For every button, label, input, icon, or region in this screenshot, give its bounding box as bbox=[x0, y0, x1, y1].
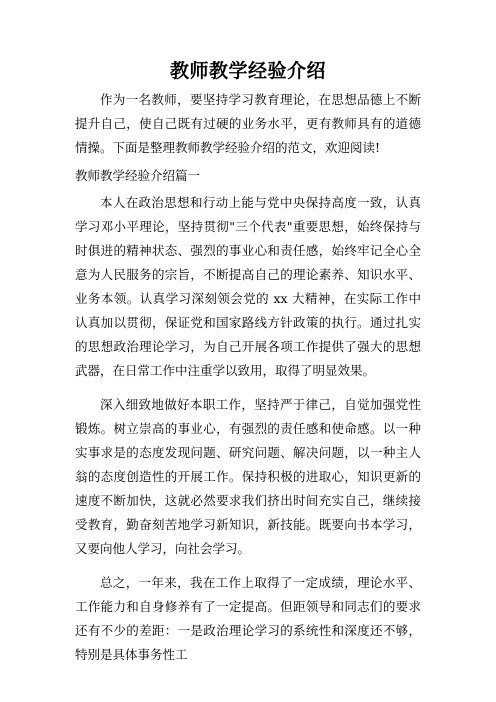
document-title: 教师教学经验介绍 bbox=[169, 60, 326, 82]
body-paragraph-2: 深入细致地做好本职工作，坚持严于律己，自觉加强党性锻炼。树立崇高的事业心，有强烈的责任感和使命感。以一种实事求是的态度发现问题、研究问题、解决问题，以一种主人翁的态度创造性的开展工作。保持积极的进取心，知识更新的速度不断加快，这就必然要求我们挤出时间充实自己，继续接受教育，勤奋刻苦地学习新知识，新技能。既要向书本学习，又要向他人学习，向社会学习。 bbox=[75, 397, 421, 556]
body-paragraph-3: 总之，一年来，我在工作上取得了一定成绩，理论水平、工作能力和自身修养有了一定提高。但距领导和同志们的要求还有不少的差距：一是政治理论学习的系统性和深度还不够，特别是具体事务性工 bbox=[75, 575, 421, 662]
section-heading: 教师教学经验介绍篇一 bbox=[75, 168, 201, 183]
document-body bbox=[75, 88, 421, 667]
intro-paragraph: 作为一名教师，要坚持学习教育理论，在思想品德上不断提升自己，使自己既有过硬的业务水平，更有教师具有的道德情操。下面是整理教师教学经验介绍的范文，欢迎阅读! bbox=[75, 92, 421, 155]
body-paragraph-1: 本人在政治思想和行动上能与党中央保持高度一致，认真学习邓小平理论，坚持贯彻"三个代表"重要思想，始终保持与时俱进的精神状态、强烈的事业心和责任感，始终牢记全心全意为人民服务的宗旨，不断提高自己的理论素养、知识水平、业务本领。认真学习深刻领会党的 xx 大精神，在实际工作中认真加以贯彻，保证党和国家路线方针政策的执行。通过扎实的思想政治理论学习，为自己开展各项工作提供了强大的思想武器，在日常工作中注重学以致用，取得了明显效果。 bbox=[75, 195, 421, 378]
